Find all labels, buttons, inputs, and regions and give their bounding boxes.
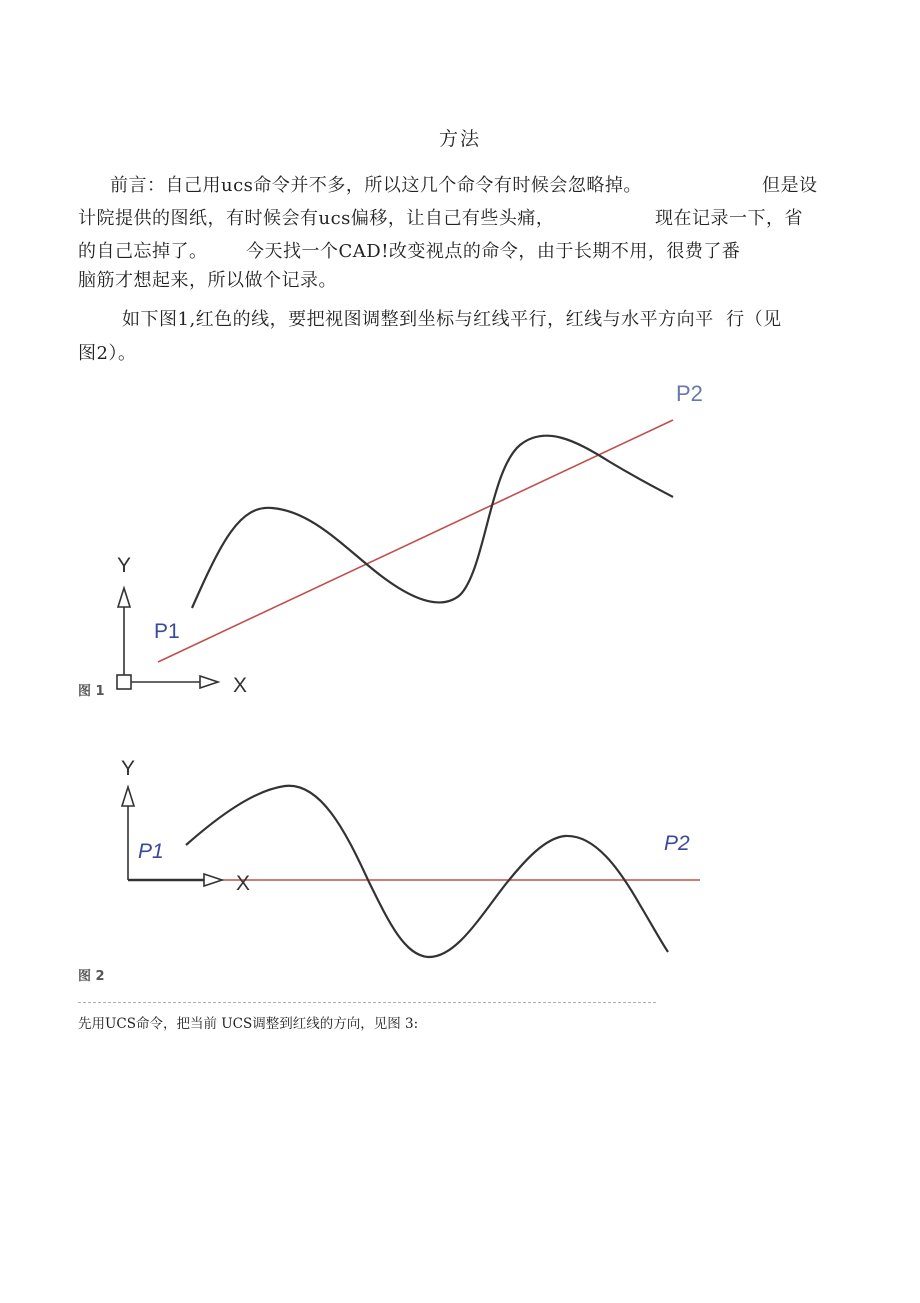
point-p1-label: P1 bbox=[154, 620, 180, 643]
point-p2-label: P2 bbox=[664, 832, 690, 855]
para2-line-1: 如下图1,红色的线，要把视图调整到坐标与红线平行，红线与水平方向平 行（见 bbox=[122, 309, 782, 330]
intro-line-4: 脑筋才想起来，所以做个记录。 bbox=[78, 270, 337, 291]
axis-y-label: Y bbox=[121, 757, 136, 780]
figure-2-caption: 图 2 bbox=[78, 969, 105, 984]
x-arrow bbox=[204, 874, 222, 886]
y-arrow bbox=[122, 787, 134, 806]
axis-x-label: X bbox=[236, 872, 251, 895]
intro-line-2b: 现在记录一下，省 bbox=[655, 208, 803, 229]
page-title: 方法 bbox=[438, 128, 481, 150]
intro-line-3b: 今天找一个CAD!改变视点的命令，由于长期不用，很费了番 bbox=[246, 241, 741, 262]
intro-line-3a: 的自己忘掉了。 bbox=[78, 241, 208, 262]
dashed-separator bbox=[78, 1002, 656, 1003]
para2-line-2: 图2）。 bbox=[78, 343, 137, 364]
curve bbox=[186, 786, 668, 957]
intro-line-2a: 计院提供的图纸，有时候会有ucs偏移，让自己有些头痛， bbox=[78, 208, 555, 229]
point-p1-label: P1 bbox=[138, 840, 164, 863]
footer-text: 先用UCS命令，把当前 UCS调整到红线的方向，见图 3: bbox=[78, 1016, 419, 1032]
figure-1-caption: 图 1 bbox=[78, 684, 105, 699]
intro-line-1b: 但是设 bbox=[762, 175, 818, 196]
point-p2-label: P2 bbox=[676, 381, 703, 406]
intro-line-1a: 前言：自己用ucs命令并不多，所以这几个命令有时候会忽略掉。 bbox=[110, 175, 642, 196]
axis-y-label: Y bbox=[117, 554, 132, 577]
axis-x-label: X bbox=[233, 674, 248, 697]
